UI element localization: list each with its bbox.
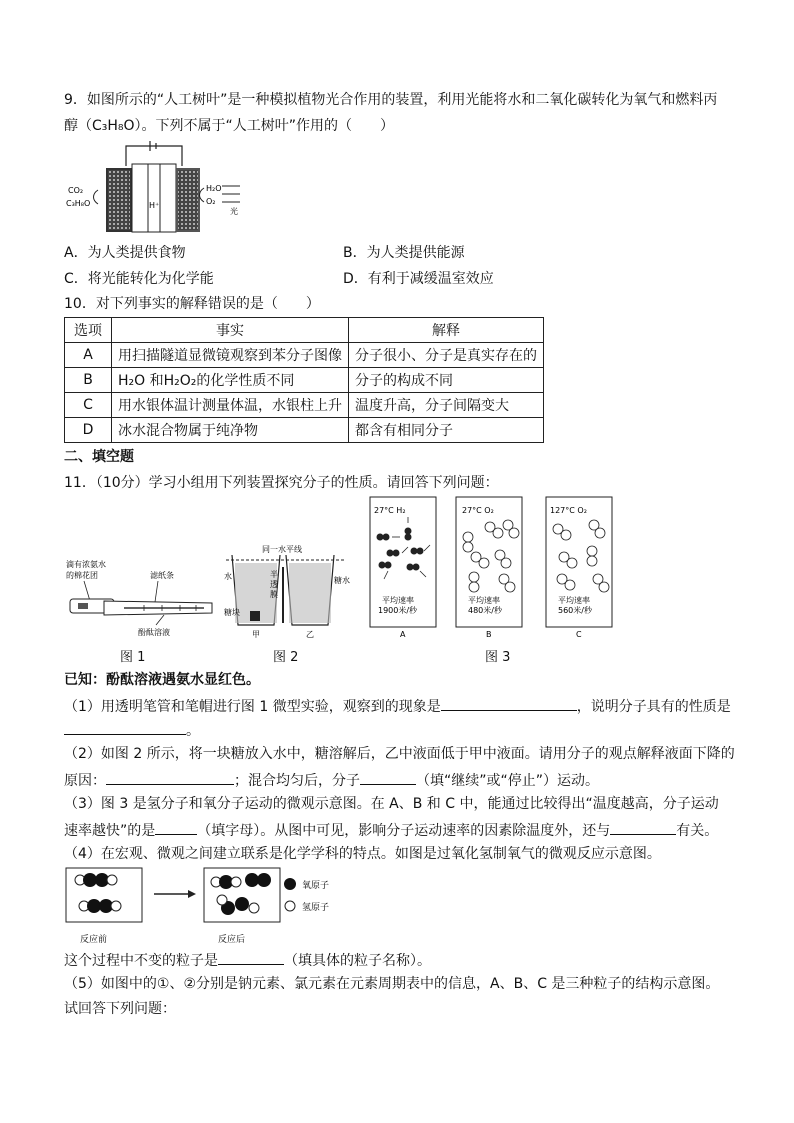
table-cell: 都含有相同分子 <box>349 418 544 443</box>
table-cell: D <box>65 418 112 443</box>
table-cell: B <box>65 368 112 393</box>
figure-3-panels <box>368 495 618 645</box>
fig3-panel-c-temp: 127°C O₂ <box>550 506 587 515</box>
table-cell: 冰水混合物属于纯净物 <box>112 418 349 443</box>
table-cell: 用水银体温计测量体温，水银柱上升 <box>112 393 349 418</box>
figure-2-caption: 图 2 <box>273 650 299 665</box>
q11-part1 <box>64 696 731 716</box>
reaction-after-label: 反应后 <box>218 935 246 945</box>
fig2-sugar-label: 糖块 <box>224 608 240 617</box>
q11-part4-text-b: 这个过程中不变的粒子是 <box>64 953 218 969</box>
figure-1-pen-tube <box>64 545 218 637</box>
answer-blank-1[interactable] <box>441 696 577 711</box>
light-label: 光 <box>230 207 238 216</box>
table-cell: 用扫描隧道显微镜观察到苯分子图像 <box>112 343 349 368</box>
co2-label: CO₂ <box>68 186 84 195</box>
figure-2-beakers <box>222 541 350 641</box>
h2o-label: H₂O <box>206 184 222 193</box>
q11-part5-line2: 试回答下列问题： <box>64 1001 176 1017</box>
table-cell: 分子的构成不同 <box>349 368 544 393</box>
fig3-panel-a-rate: 1900米/秒 <box>378 606 418 615</box>
fig2-water-right: 糖水 <box>334 576 350 585</box>
reaction-diagram <box>64 864 364 948</box>
q9-option-a: A．为人类提供食物 <box>64 245 186 261</box>
fig1-cotton-label-2: 的棉花团 <box>66 571 98 580</box>
reaction-before-label: 反应前 <box>80 935 108 945</box>
table-row <box>65 393 544 418</box>
table-header: 选项 <box>65 318 112 343</box>
fig3-panel-c-rate-label: 平均速率 <box>558 596 590 605</box>
fig3-panel-c-rate: 560米/秒 <box>558 606 592 615</box>
figure-1-caption: 图 1 <box>120 650 146 665</box>
q11-part1-text-a: （1）用透明笔管和笔帽进行图 1 微型实验，观察到的现象是 <box>64 699 441 715</box>
answer-blank-3[interactable] <box>106 770 234 785</box>
fig2-jia-label: 甲 <box>252 630 260 639</box>
o2-label: O₂ <box>206 197 216 206</box>
fig3-panel-a-rate-label: 平均速率 <box>382 596 414 605</box>
table-cell: 分子很小、分子是真实存在的 <box>349 343 544 368</box>
table-cell: 温度升高，分子间隔变大 <box>349 393 544 418</box>
q11-part1-cont <box>64 720 200 740</box>
facts-table <box>64 317 544 443</box>
q9-option-d: D．有利于减缓温室效应 <box>343 271 494 287</box>
answer-blank-5[interactable] <box>155 820 197 835</box>
fig2-membrane-2: 透 <box>270 580 278 589</box>
artificial-leaf-figure <box>64 138 244 240</box>
section-title: 二、填空题 <box>64 449 134 465</box>
q11-part3-line2 <box>64 820 718 840</box>
q11-known: 已知：酚酞溶液遇氨水显红色。 <box>64 672 260 688</box>
q11-part1-text-c: 。 <box>186 723 200 739</box>
fig1-cotton-label: 滴有浓氨水 <box>66 560 106 569</box>
fig2-membrane-3: 膜 <box>270 590 278 599</box>
fig3-panel-b-letter: B <box>486 630 492 639</box>
table-cell: H₂O 和H₂O₂的化学性质不同 <box>112 368 349 393</box>
fig1-paper-label: 滤纸条 <box>150 571 174 580</box>
q11-part3-text-b: 速率越快”的是 <box>64 823 156 839</box>
answer-blank-7[interactable] <box>218 950 284 965</box>
answer-blank-2[interactable] <box>64 720 186 735</box>
q11-part3-text-d: 有关。 <box>676 823 719 839</box>
fig3-panel-b-temp: 27°C O₂ <box>462 506 494 515</box>
fig3-panel-c-letter: C <box>576 630 582 639</box>
table-header-row <box>65 318 544 343</box>
q10-stem: 10．对下列事实的解释错误的是（ ） <box>64 296 320 312</box>
q11-part4: （4）在宏观、微观之间建立联系是化学学科的特点。如图是过氧化氢制氧气的微观反应示意图。 <box>64 846 661 862</box>
fig3-panel-a-letter: A <box>400 630 406 639</box>
fig2-yi-label: 乙 <box>306 630 314 639</box>
membrane-label: H⁺ <box>149 201 160 210</box>
figure-3-caption: 图 3 <box>485 650 511 665</box>
c3h8o-label: C₃H₈O <box>66 199 91 208</box>
table-row <box>65 418 544 443</box>
q9-stem-line2: 醇（C₃H₈O）。下列不属于“人工树叶”作用的（ ） <box>64 118 395 134</box>
q11-part2-line2 <box>64 770 599 790</box>
table-row <box>65 368 544 393</box>
table-header: 事实 <box>112 318 349 343</box>
q11-part1-text-b: ，说明分子具有的性质是 <box>576 699 731 715</box>
q11-stem: 11．（10分）学习小组用下列装置探究分子的性质。请回答下列问题： <box>64 475 499 491</box>
fig3-panel-b-rate-label: 平均速率 <box>468 596 500 605</box>
q11-part2-text-c: ；混合均匀后，分子 <box>234 773 360 789</box>
table-cell: C <box>65 393 112 418</box>
table-cell: A <box>65 343 112 368</box>
q11-part4-answer-line <box>64 950 431 970</box>
legend-hydrogen: 氢原子 <box>302 903 330 913</box>
answer-blank-6[interactable] <box>610 820 676 835</box>
q11-part2-text-d: （填“继续”或“停止”）运动。 <box>416 773 600 789</box>
fig2-membrane-1: 半 <box>270 570 278 579</box>
q9-stem-line1: 9．如图所示的“人工树叶”是一种模拟植物光合作用的装置，利用光能将水和二氧化碳转化为氧气和燃料丙 <box>64 92 718 108</box>
fig2-level-label: 同一水平线 <box>262 545 302 554</box>
answer-blank-4[interactable] <box>360 770 416 785</box>
q11-part3-text-c: （填字母）。从图中可见，影响分子运动速率的因素除温度外，还与 <box>197 823 611 839</box>
q9-option-c: C．将光能转化为化学能 <box>64 271 214 287</box>
fig3-panel-b-rate: 480米/秒 <box>468 606 502 615</box>
q9-option-b: B．为人类提供能源 <box>343 245 465 261</box>
legend-oxygen: 氧原子 <box>302 881 330 891</box>
table-header: 解释 <box>349 318 544 343</box>
fig2-water-left: 水 <box>224 572 232 581</box>
q11-part2-line1: （2）如图 2 所示，将一块糖放入水中，糖溶解后，乙中液面低于甲中液面。请用分子的观点解释液面下降的 <box>64 746 735 762</box>
fig1-solution-label: 酚酞溶液 <box>138 628 170 637</box>
table-row <box>65 343 544 368</box>
q11-part3-line1: （3）图 3 是氢分子和氧分子运动的微观示意图。在 A、B 和 C 中，能通过比较得出“温度越高，分子运动 <box>64 796 719 812</box>
q11-part5-line1: （5）如图中的①、②分别是钠元素、氯元素在元素周期表中的信息，A、B、C 是三种粒子的结构示意图。 <box>64 976 720 992</box>
q11-part2-text-b: 原因： <box>64 773 106 789</box>
q11-part4-text-c: （填具体的粒子名称）。 <box>284 953 431 969</box>
fig3-panel-a-temp: 27°C H₂ <box>374 506 406 515</box>
